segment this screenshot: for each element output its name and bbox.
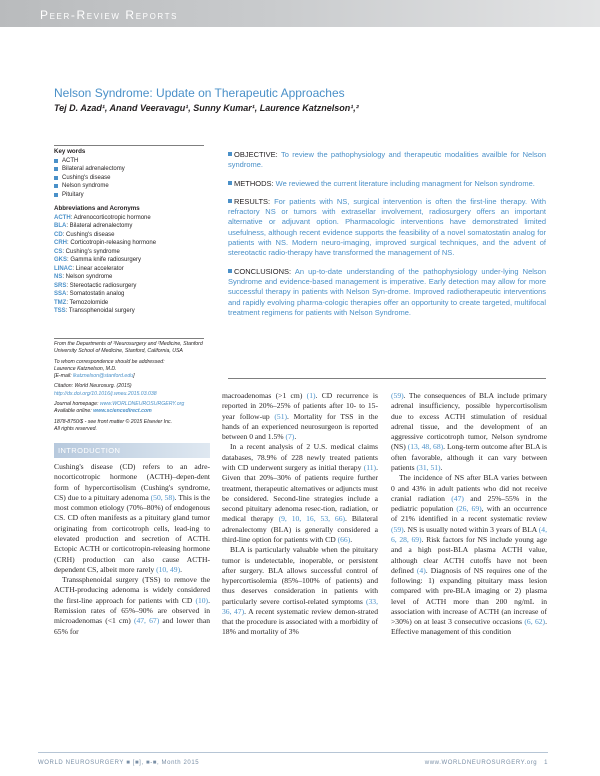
divider (54, 145, 204, 146)
citation-link[interactable]: (10) (195, 595, 209, 605)
affiliation: From the Departments of ¹Neurosurgery and ²Medicine, Stanford University School of Medicine, Stanford, California, USA (54, 341, 203, 355)
citation-link[interactable]: (4) (416, 565, 426, 575)
paragraph: Transsphenoidal surgery (TSS) to remove the ACTH-producing adenoma is widely considered the first-line approach for patients with CD (10). Remission rates of 65%–90% are observed in microadenomas (<1 cm) (47, 67) and lower than 65% for (54, 575, 211, 636)
keyword-item: Nelson syndrome (54, 182, 214, 191)
correspondence: To whom correspondence should be addressed: Laurence Katznelson, M.D. [E-mail: lkatznelson@stanford.edu] (54, 358, 165, 380)
square-bullet-icon (228, 181, 232, 185)
citation-link[interactable]: (59) (391, 524, 404, 534)
abstract-conclusions: CONCLUSIONS: An up-to-date understanding of the pathophysiology under-lying Nelson Syndrome and evidence-based management is imperative. Early detection may allow for more successful therapy in patients with Nelson Syn-drome. Improved radiotherapeutic interventions and rapidly evolving pharma-cologic therapies offer an opportunity to create targeted, multifocal treatment regimens for patients with Nelson Syndrome. (228, 266, 547, 317)
citation-link[interactable]: (13, 48, 68) (407, 442, 444, 452)
doi-link[interactable]: http://dx.doi.org/10.1016/j.wneu.2015.03.038 (54, 390, 157, 397)
body-column-1 (54, 462, 210, 637)
abbreviation-item: ACTH: Adrenocorticotropic hormone (54, 214, 151, 221)
square-bullet-icon (54, 159, 58, 163)
citation-link[interactable]: (11) (363, 462, 377, 472)
citation-link[interactable]: (7) (285, 432, 295, 442)
article-info (54, 341, 210, 436)
citation-link[interactable]: (26, 69) (456, 504, 482, 514)
body-column-2 (222, 391, 378, 638)
square-bullet-icon (228, 152, 232, 156)
body-column-3 (391, 391, 547, 638)
paragraph: (59). The consequences of BLA include primary adrenal insufficiency, possible hypercortisolism due to excess ACTH stimulation of residual adrenal tissue, and the development of an aggressive corticotroph tumor, Nelson syndrome (NS) (13, 48, 68). Long-term outcome after BLA is often favorable, although it can vary between patients (31, 51). (391, 391, 547, 472)
citation-link[interactable]: (66) (337, 534, 351, 544)
citation-link[interactable]: (51) (274, 411, 288, 421)
square-bullet-icon (228, 269, 232, 273)
keyword-item: Pituitary (54, 191, 214, 200)
section-banner (0, 0, 600, 27)
article-authors: Tej D. Azad¹, Anand Veeravagu¹, Sunny Kumar¹, Laurence Katznelson¹,² (54, 103, 359, 113)
abbreviation-item: BLA: Bilateral adrenalectomy (54, 223, 133, 229)
square-bullet-icon (54, 193, 58, 197)
citation-link[interactable]: (59) (391, 391, 404, 400)
abbreviation-item: GKS: Gamma knife radiosurgery (54, 257, 142, 263)
citation-link[interactable]: (47) (451, 493, 464, 503)
page-number: 1 (544, 760, 548, 766)
divider (228, 378, 546, 379)
article-title: Nelson Syndrome: Update on Therapeutic Approaches (54, 86, 345, 100)
abbreviation-item: CD: Cushing's disease (54, 231, 115, 238)
divider (54, 338, 204, 339)
abstract-methods: METHODS: We reviewed the current literature including managment for Nelson syndrome. (228, 179, 546, 189)
abbreviation-item: SSA: Somatostatin analog (54, 291, 125, 297)
citation-link[interactable]: (50, 58) (150, 492, 175, 502)
square-bullet-icon (228, 199, 232, 203)
intro-heading: INTRODUCTION (58, 446, 121, 455)
citation-link[interactable]: (33, 36, 47) (222, 596, 378, 616)
citation-link[interactable]: (4, 6, 28, 69) (391, 524, 547, 544)
keywords-heading: Key words (54, 148, 86, 155)
square-bullet-icon (54, 184, 58, 188)
section-heading-bar (54, 443, 210, 458)
paragraph: The incidence of NS after BLA varies between 0 and 43% in adult patients who did not receive cranial radiation (47) and 25%–55% in the pediatric population (26, 69), with an occurrence of 21% identified in a recent systematic review (59). NS is usually noted within 3 years of BLA (4, 6, 28, 69). Risk factors for NS include young age and a high post-BLA plasma ACTH value, although clear ACTH cutoffs have not been defined (4). Diagnosis of NS requires one of the following: 1) expanding pituitary mass lesion compared with pre-BLA imaging or 2) plasma level of ACTH more than 200 ng/mL in association with increase of ACTH (an increase of >30%) on at least 3 consecutive occasions (6, 62). Effective management of this condition (391, 473, 548, 637)
journal-links: Journal homepage: www.WORLDNEUROSURGERY.org Available online: www.sciencedirect.com (54, 401, 185, 415)
abstract (228, 150, 546, 318)
citation-link[interactable]: (31, 51) (416, 462, 441, 472)
paragraph: Cushing's disease (CD) refers to an adre-nocorticotropic hormone (ACTH)–depen-dent form of hypercortisolism (Cushing's syndrome, CS) due to a pituitary adenoma (50, 58). This is the most common etiology (70%–80%) of endogenous CS. CD often manifests as a pituitary gland tumor originating from corticotroph cells, lead-ing to elevated production and secretion of ACTH. Ectopic ACTH or corticotropin-releasing hormone (CRH) production can also cause ACTH-dependent CS, albeit more rarely (10, 49). (54, 462, 210, 574)
abbreviation-item: LINAC: Linear accelerator (54, 265, 124, 272)
abbreviation-item: CS: Cushing's syndrome (54, 248, 120, 255)
paragraph: BLA is particularly valuable when the pituitary tumor is undetectable, inoperable, or persistent after surgery. BLA allows successful control of hypercortisolemia (85%–100% of patients) and thus deserves consideration in patients with particularly severe cortisol-related symptoms (33, 36, 47). A recent systematic review demon-strated that the procedure is associated with a morbidity of 18% and mortality of 3% (222, 545, 378, 637)
citation-link[interactable]: (9, 10, 16, 53, 66) (278, 514, 346, 524)
citation-link[interactable]: (1) (306, 391, 316, 400)
abbreviation-item: SRS: Stereotactic radiosurgery (54, 282, 137, 289)
journal-link[interactable]: www.WORLDNEUROSURGERY.org (99, 401, 185, 408)
abbreviation-item: NS: Nelson syndrome (54, 274, 113, 280)
citation-link[interactable]: (47, 67) (133, 616, 160, 626)
abbreviation-item: TMZ: Temozolomide (54, 299, 109, 306)
square-bullet-icon (54, 167, 58, 171)
footer-url[interactable]: www.WORLDNEUROSURGERY.org (424, 760, 538, 766)
abbreviation-item: TSS: Transsphenoidal surgery (54, 308, 135, 314)
email-link[interactable]: lkatznelson@stanford.edu (73, 373, 134, 380)
footer-journal: WORLD NEUROSURGERY ■ [■], ■-■, Month 2015 (38, 760, 200, 766)
abstract-results: RESULTS: For patients with NS, surgical intervention is often the first-line therapy. With refractory NS or tumors with extrasellar involvement, radiosurgery offers an important alternative or adjuvant option. Pharmacologic interventions have demonstrated limited usefulness, although recent evidence supports the feasibility of a novel somatostatin analog for patients with NS. Modern neuro-imaging, improved surgical techniques, and the advent of stereotactic radio-therapy have transformed the management of NS. (228, 196, 547, 258)
abbreviations-heading: Abbreviations and Acronyms (54, 205, 140, 212)
paragraph: macroadenomas (>1 cm) (1). CD recurrence is reported in 20%–25% of patients after 10- to 15-year follow-up (51). Mortality for TSS in the hands of an experienced neurosurgeon is reported between 0 and 1.5% (7). (222, 391, 378, 442)
paragraph: In a recent analysis of 2 U.S. medical claims databases, 78.9% of 228 newly treated patients with CD underwent surgery as initial therapy (11). Given that 20%–30% of patients require further treatment, therapeutic alternatives or adjuncts must be considered. Second-line strategies include a second pituitary adenoma resec-tion, radiation, or medical therapy (9, 10, 16, 53, 66). Bilateral adrenalectomy (BLA) is generally considered a third-line option for patients with CD (66). (222, 442, 378, 544)
keyword-item: Cushing's disease (54, 174, 214, 183)
copyright: 1878-8750/$ - see front matter © 2015 Elsevier Inc. All rights reserved. (54, 418, 173, 432)
citation: Citation: World Neurosurg. (2015) http://dx.doi.org/10.1016/j.wneu.2015.03.038 (54, 383, 157, 397)
citation-link[interactable]: (6, 62) (524, 617, 546, 627)
keyword-item: ACTH (54, 157, 214, 166)
keywords-box (54, 148, 214, 316)
keyword-item: Bilateral adrenalectomy (54, 165, 214, 174)
footer-rule (38, 752, 548, 753)
footer-right (425, 760, 548, 766)
square-bullet-icon (54, 176, 58, 180)
abstract-objective: OBJECTIVE: To review the pathophysiology and therapeutic modalities availble for Nelson syndrome. (228, 150, 546, 170)
citation-link[interactable]: (10, 49) (156, 564, 181, 574)
banner-label: Peer-Review Reports (40, 8, 179, 22)
abbreviation-item: CRH: Corticotropin-releasing hormone (54, 240, 157, 246)
online-link[interactable]: www.sciencedirect.com (93, 408, 152, 415)
